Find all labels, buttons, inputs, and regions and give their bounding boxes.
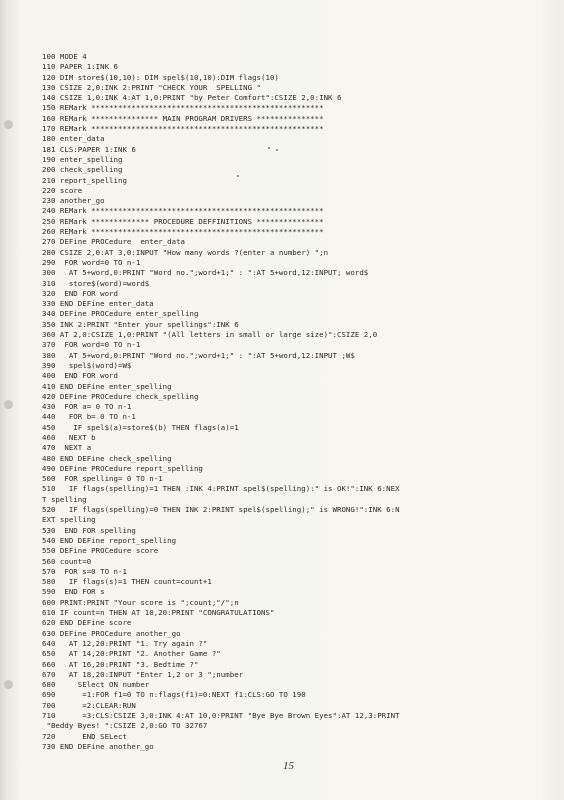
code-line: EXT spelling	[42, 515, 96, 525]
code-line: 310 store$(word)=word$	[42, 278, 150, 288]
code-line: 580 IF flags(s)=1 THEN count=count+1	[42, 577, 212, 587]
code-line: 200 check_spelling	[42, 165, 123, 175]
code-line: 350 INK 2:PRINT "Enter your spellings":INK 6	[42, 319, 239, 329]
code-line: 520 IF flags(spelling)=0 THEN INK 2:PRINT spel$(spelling);" is WRONG!":INK 6:N	[42, 505, 400, 515]
program-listing	[42, 52, 556, 752]
code-line: 260 REMark ****************************************************	[42, 227, 324, 237]
code-line: 640 AT 12,20:PRINT "1. Try again ?"	[42, 638, 208, 648]
code-line: 120 DIM store$(10,10): DIM spel$(10,10):DIM flags(10)	[42, 72, 279, 82]
code-line: 180 enter_data	[42, 134, 105, 144]
code-line: 670 AT 18,20:INPUT "Enter 1,2 or 3 ";number	[42, 669, 244, 679]
code-line: 210 report_spelling	[42, 175, 127, 185]
code-line: 540 END DEFine report_spelling	[42, 535, 177, 545]
code-line: 710 =3:CLS:CSIZE 3,0:INK 4:AT 10,0:PRINT "Bye Bye Brown Eyes":AT 12,3:PRINT	[42, 711, 400, 720]
code-line: 490 DEFine PROCedure report_spelling	[42, 463, 203, 473]
code-line: 550 DEFine PROCedure score	[42, 546, 159, 556]
code-line: 590 END FOR s	[42, 587, 105, 597]
code-line: 390 spel$(word)=W$	[42, 360, 132, 370]
code-line: 600 PRINT:PRINT "Your score is ";count;"/";n	[42, 597, 239, 607]
code-line: 230 another_go	[42, 196, 105, 206]
code-line: 430 FOR a= 0 TO n-1	[42, 402, 132, 412]
code-line: 220 score	[42, 185, 83, 195]
code-line: 130 CSIZE 2,0:INK 2:PRINT "CHECK YOUR SPELLING "	[42, 82, 262, 92]
code-line: 340 DEFine PROCedure enter_spelling	[42, 309, 199, 319]
code-line: 330 END DEFine enter_data	[42, 299, 154, 309]
code-line: 620 END DEFine score	[42, 618, 132, 628]
code-line: 530 END FOR spelling	[42, 525, 136, 535]
code-line: 360 AT 2,0:CSIZE 1,0:PRINT "(All letters in small or large size)":CSIZE 2,0	[42, 330, 378, 340]
code-line: 190 enter_spelling	[42, 154, 123, 164]
code-line: 690 =1:FOR f1=0 TO n:flags(f1)=0:NEXT f1:CLS:GO TO 190	[42, 690, 306, 700]
binding-hole	[4, 400, 13, 409]
code-line: 500 FOR spelling= 0 TO n-1	[42, 474, 163, 484]
binding-hole	[4, 680, 13, 689]
code-line: 680 SElect ON number	[42, 680, 150, 690]
code-line: 440 FOR b= 0 TO n-1	[42, 412, 136, 422]
code-line: 510 IF flags(spelling)=1 THEN :INK 4:PRINT spel$(spelling):" is OK!":INK 6:NEX	[42, 484, 400, 494]
code-line: 170 REMark ****************************************************	[42, 124, 324, 134]
code-line: "Beddy Byes! ":CSIZE 2,0:GO TO 32767	[42, 721, 208, 731]
binding-hole	[4, 120, 13, 129]
code-line: 290 FOR word=0 TO n-1	[42, 257, 141, 267]
code-line: 720 END SELect	[42, 731, 127, 741]
code-line: 320 END FOR word	[42, 288, 118, 298]
code-line: 250 REMark ************* PROCEDURE DEFFINITIONS ***************	[42, 216, 324, 226]
code-line: 300 AT 5+word,0:PRINT "Word no.";word+1;" : ":AT 5+word,12:INPUT; word$	[42, 268, 369, 278]
code-line: 660 AT 16,20:PRINT "3. Bedtime ?"	[42, 659, 199, 669]
code-line: 460 NEXT b	[42, 432, 96, 442]
code-line: 650 AT 14,20:PRINT "2. Another Game ?"	[42, 649, 221, 659]
code-line: 630 DEFine PROCedure another_go	[42, 628, 181, 638]
code-line: 730 END DEFine another_go	[42, 741, 154, 751]
code-line: 470 NEXT a	[42, 443, 92, 453]
code-line: 370 FOR word=0 TO n-1	[42, 340, 141, 350]
code-line: 400 END FOR word	[42, 371, 118, 381]
code-line: T spelling	[42, 494, 87, 504]
code-line: 450 IF spel$(a)=store$(b) THEN flags(a)=1	[42, 422, 239, 432]
code-line: 150 REMark ****************************************************	[42, 103, 324, 113]
code-line: 160 REMark *************** MAIN PROGRAM DRIVERS ***************	[42, 113, 324, 123]
code-line: 181 CLS:PAPER 1:INK 6	[42, 144, 136, 154]
code-line: 560 count=0	[42, 556, 92, 566]
code-line: 100 MODE 4	[42, 52, 87, 61]
code-line: 700 =2:CLEAR:RUN	[42, 700, 136, 710]
code-line: 420 DEFine PROCedure check_spelling	[42, 391, 199, 401]
code-line: 610 IF count=n THEN AT 10,20:PRINT "CONGRATULATIONS"	[42, 608, 275, 618]
code-line: 140 CSIZE 1,0:INK 4:AT 1,0:PRINT "by Peter Comfort":CSIZE 2,0:INK 6	[42, 93, 342, 103]
code-line: 270 DEFine PROCedure enter_data	[42, 237, 186, 247]
code-line: 240 REMark ****************************************************	[42, 206, 324, 216]
code-line: 110 PAPER 1:INK 6	[42, 62, 118, 72]
code-line: 480 END DEFine check_spelling	[42, 453, 172, 463]
code-line: 570 FOR s=0 TO n-1	[42, 566, 127, 576]
page-number: 15	[283, 760, 294, 772]
code-line: 280 CSIZE 2,0:AT 3,0:INPUT "How many words ?(enter a number) ";n	[42, 247, 329, 257]
code-line: 380 AT 5+word,0:PRINT "Word no.";word+1;" : ":AT 5+word,12:INPUT ;W$	[42, 350, 355, 360]
code-line: 410 END DEFine enter_spelling	[42, 381, 172, 391]
